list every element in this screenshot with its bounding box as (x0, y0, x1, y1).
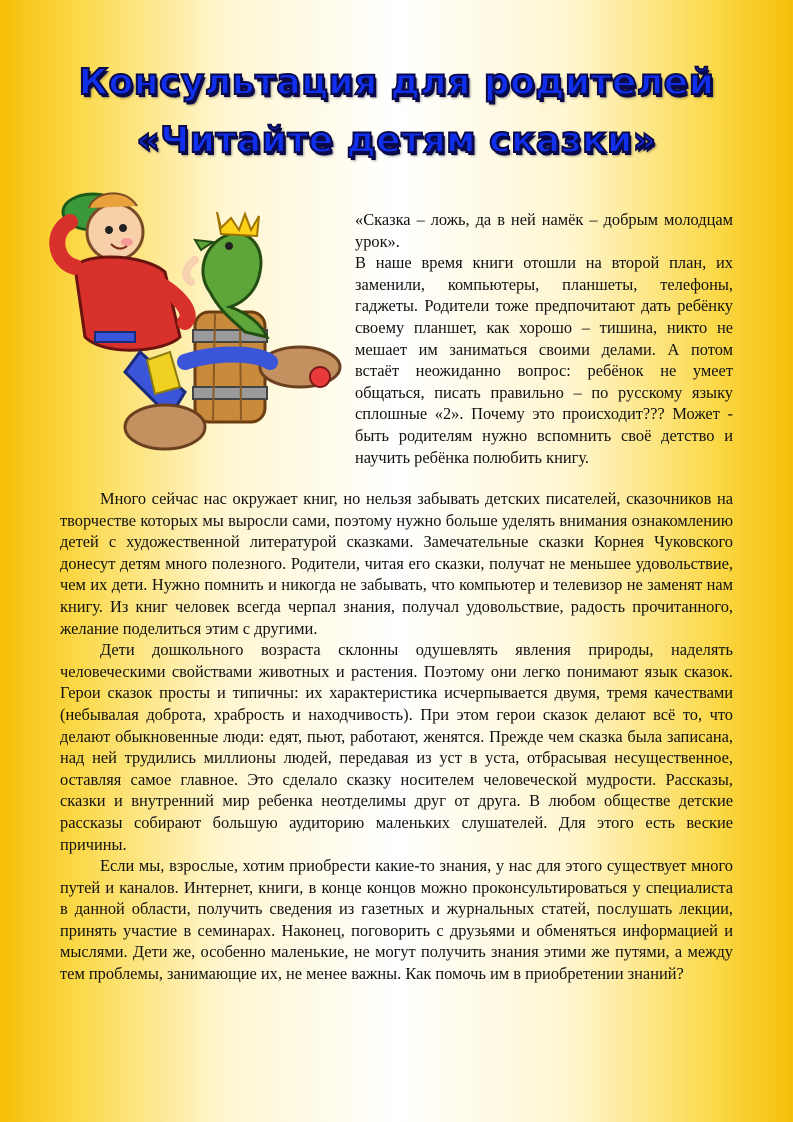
emelya-and-pike-illustration (45, 172, 345, 457)
intro-text: В наше время книги отошли на второй план, их заменили, компьютеры, планшеты, телефоны, гаджеты. Родители тоже предпочитают дать ребёнку своему планшет, как хорошо – тишина, никто не мешает им заниматься своими делами. А потом встаёт неожиданно вопрос: ребёнок не умеет общаться, писать правильно – по русскому языку сплошные «2». Почему это происходит??? Может - быть родителям нужно вспомнить своё детство и научить ребёнка полюбить книгу. (355, 253, 733, 467)
paragraph: Если мы, взрослые, хотим приобрести какие-то знания, у нас для этого существует много путей и каналов. Интернет, книги, в конце концов можно проконсультироваться у специалиста в данной области, получить сведения из газетных и журнальных статей, послушать лекции, принять участие в семинарах. Наконец, поговорить с друзьями и обменяться информацией и мыслями. Дети же, особенно маленькие, не могут получить знания этими же путями, а между тем проблемы, занимающие их, не менее важны. Как помочь им в приобретении знаний? (60, 856, 733, 984)
paragraph: Дети дошкольного возраста склонны одушевлять явления природы, наделять человеческими свойствами животных и растения. Поэтому они легко понимают язык сказок. Герои сказок просты и типичны: их характеристика исчерпывается двумя, тремя качествами (небывалая доброта, храбрость и находчивость). При этом герои сказок делают всё то, что делают обыкновенные люди: едят, пьют, работают, женятся. Прежде чем сказка была записана, над ней трудились миллионы людей, передавая из уст в уста, отбрасывая несущественное, оставляя самое главное. Это сделало сказку носителем человеческой мудрости. Рассказы, сказки и внутренний мир ребенка неотделимы друг от друга. В любом обществе детские рассказы собирают большую аудиторию маленьких слушателей. Для этого есть веские причины. (60, 640, 733, 854)
intro-block (355, 209, 733, 468)
intro-quote: «Сказка – ложь, да в ней намёк – добрым молодцам урок». (355, 210, 733, 251)
main-text (60, 488, 733, 985)
title-line-2: «Читайте детям сказки» (136, 120, 657, 161)
paragraph: Много сейчас нас окружает книг, но нельзя забывать детских писателей, сказочников на творчестве которых мы выросли сами, поэтому нужно больше уделять внимания ознакомлению детей с художественной литературой сказками. Замечательные сказки Корнея Чуковского донесут детям много полезного. Родители, читая его сказки, получат не меньшее удовольствие, чем их дети. Нужно помнить и никогда не забывать, что компьютер и телевизор не заменят нам книгу. Из книг человек всегда черпал знания, получал удовольствие, радость прочитанного, желание поделиться этим с другими. (60, 489, 733, 638)
title-line-1: Консультация для родителей (78, 62, 715, 103)
